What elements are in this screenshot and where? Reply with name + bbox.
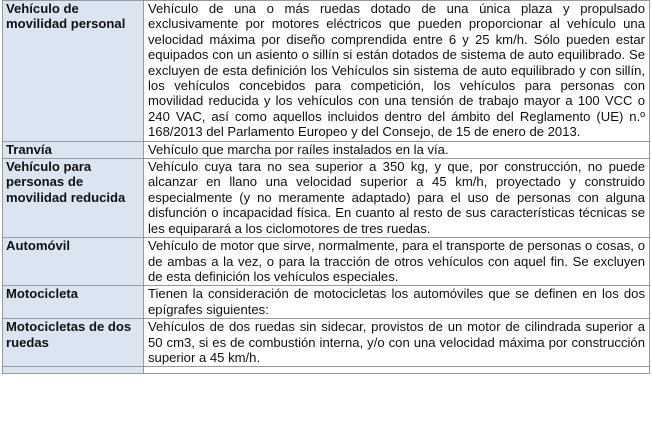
term-cell: Vehículo de movilidad personal bbox=[3, 1, 144, 142]
definition-cell: Vehículo de motor que sirve, normalmente, para el transporte de personas o cosas, o de ambas a la vez, o para la tracción de otros vehículos con aquel fin. Se excluyen de esta definición los vehículos especiales. bbox=[144, 238, 650, 286]
table-row bbox=[3, 141, 650, 158]
term-cell: Vehículo para personas de movilidad reducida bbox=[3, 159, 144, 238]
definition-cell bbox=[144, 367, 650, 374]
table-row bbox=[3, 1, 650, 142]
definition-cell: Vehículos de dos ruedas sin sidecar, provistos de un motor de cilindrada superior a 50 cm3, si es de combustión interna, y/o con una velocidad máxima por construcción superior a 45 km/h. bbox=[144, 319, 650, 367]
definition-cell: Vehículo de una o más ruedas dotado de una única plaza y propulsado exclusivamente por motores eléctricos que pueden proporcionar al vehículo una velocidad máxima por diseño comprendida entre 6 y 25 km/h. Sólo pueden estar equipados con un asiento o sillín si están dotados de sistema de auto equilibrado. Se excluyen de esta definición los Vehículos sin sistema de auto equilibrado y con sillín, los vehículos concebidos para competición, los vehículos para personas con movilidad reducida y los vehículos con una tensión de trabajo mayor a 100 VCC o 240 VAC, así como aquellos incluidos dentro del ámbito del Reglamento (UE) n.º 168/2013 del Parlamento Europeo y del Consejo, de 15 de enero de 2013. bbox=[144, 1, 650, 142]
term-cell: Automóvil bbox=[3, 238, 144, 286]
definition-cell: Vehículo cuya tara no sea superior a 350 kg, y que, por construcción, no puede alcanzar en llano una velocidad superior a 45 km/h, proyectado y construido especialmente (y no meramente adaptado) para el uso de personas con alguna disfunción o incapacidad física. En cuanto al resto de sus características técnicas se les equiparará a los ciclomotores de tres ruedas. bbox=[144, 159, 650, 238]
definition-cell: Vehículo que marcha por raíles instalados en la vía. bbox=[144, 141, 650, 158]
table-row-cut-off bbox=[3, 367, 650, 374]
table-row bbox=[3, 238, 650, 286]
term-cell: Tranvía bbox=[3, 141, 144, 158]
table-row bbox=[3, 319, 650, 367]
definitions-table bbox=[2, 0, 650, 374]
term-cell: Motocicletas de dos ruedas bbox=[3, 319, 144, 367]
term-cell: Motocicleta bbox=[3, 286, 144, 319]
term-cell bbox=[3, 367, 144, 374]
definition-cell: Tienen la consideración de motocicletas los automóviles que se definen en los dos epígrafes siguientes: bbox=[144, 286, 650, 319]
table-row bbox=[3, 159, 650, 238]
table-row bbox=[3, 286, 650, 319]
